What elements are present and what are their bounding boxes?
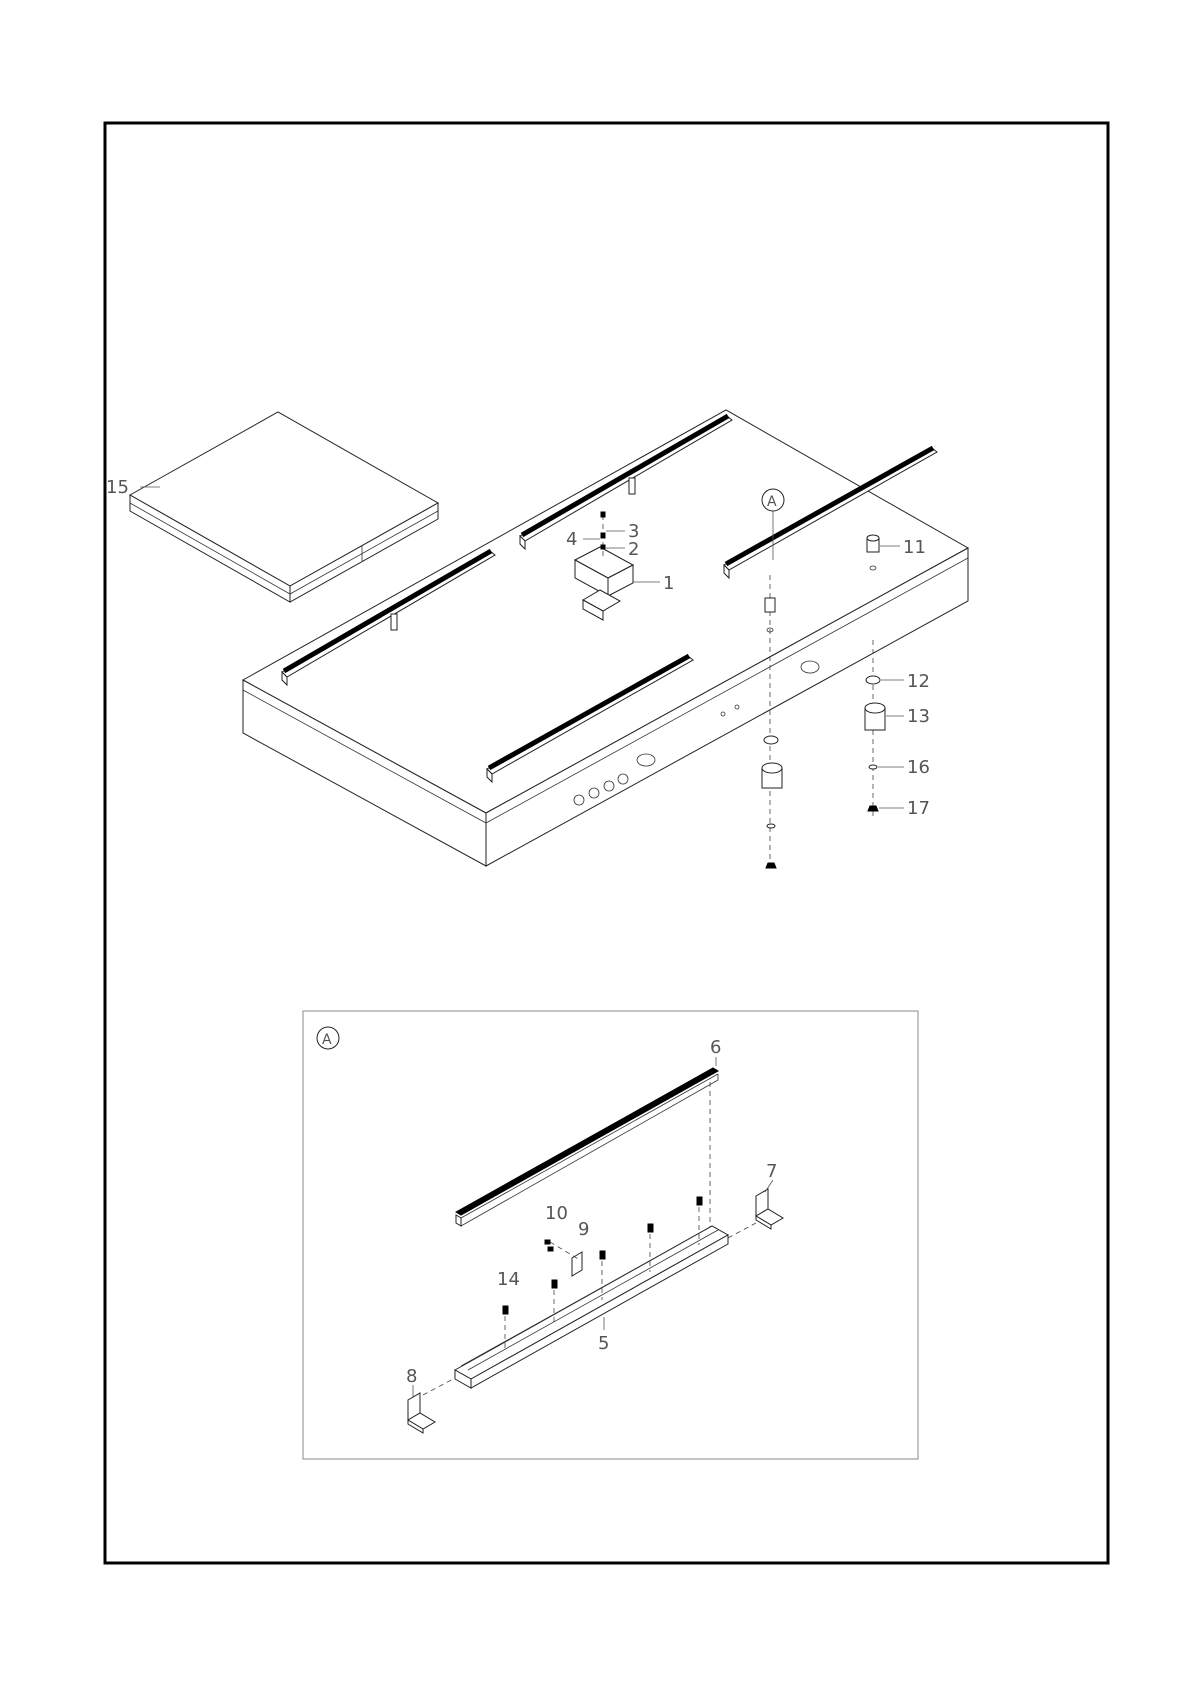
part-16-ring <box>869 765 877 769</box>
callout-7: 7 <box>766 1161 778 1182</box>
callout-14: 14 <box>497 1269 520 1290</box>
detail-marker-a-label: A <box>767 494 777 510</box>
callout-2: 2 <box>628 539 640 560</box>
callout-9: 9 <box>578 1219 590 1240</box>
part-12-washer <box>866 676 880 684</box>
detail-view-a <box>303 1011 918 1459</box>
part-13-roller <box>865 703 885 730</box>
part-9-clip <box>572 1252 582 1276</box>
callout-6: 6 <box>710 1037 722 1058</box>
detail-frame <box>303 1011 918 1459</box>
callout-10: 10 <box>545 1203 568 1224</box>
callout-16: 16 <box>907 757 930 778</box>
part-6-strip <box>456 1068 718 1226</box>
callout-5: 5 <box>598 1333 610 1354</box>
detail-a-label: A <box>322 1032 332 1048</box>
callout-17: 17 <box>907 798 930 819</box>
callout-15: 15 <box>106 477 129 498</box>
part-17-nut <box>868 806 878 811</box>
callout-8: 8 <box>406 1366 418 1387</box>
part-7-bracket <box>756 1189 783 1229</box>
callout-3: 3 <box>628 521 640 542</box>
callout-12: 12 <box>907 671 930 692</box>
callout-1: 1 <box>663 573 675 594</box>
callout-11: 11 <box>903 537 926 558</box>
part-8-bracket <box>408 1393 435 1433</box>
part-10-screws <box>545 1240 553 1251</box>
callout-13: 13 <box>907 706 930 727</box>
part-5-channel <box>455 1226 728 1388</box>
main-assembly <box>106 410 968 870</box>
part-15-plates <box>130 412 438 602</box>
callout-4: 4 <box>566 529 578 550</box>
